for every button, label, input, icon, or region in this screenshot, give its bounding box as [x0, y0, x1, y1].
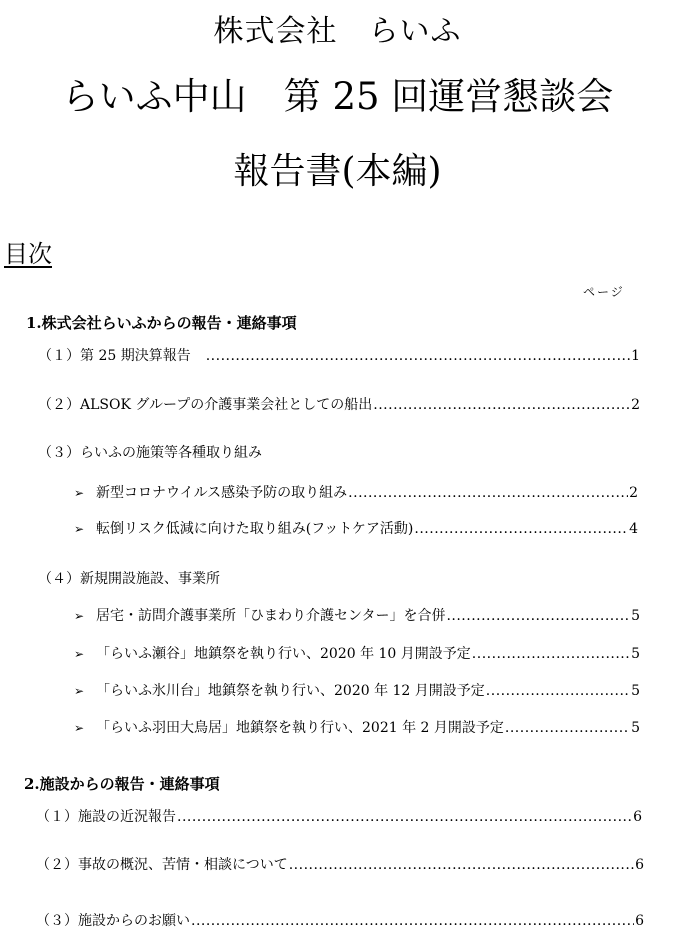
toc-entry-label: 「らいふ羽田大鳥居」地鎮祭を執り行い、2021 年 2 月開設予定 — [96, 720, 504, 736]
toc-entry-label: 居宅・訪問介護事業所「ひまわり介護センター」を合併 — [96, 608, 446, 624]
arrow-bullet-icon: ➢ — [74, 684, 85, 698]
toc-entry[interactable] — [38, 345, 640, 365]
dot-leader — [289, 857, 634, 873]
dot-leader — [191, 913, 634, 929]
toc-entry[interactable] — [38, 394, 640, 414]
document-subtitle: 報告書(本編) — [233, 151, 442, 192]
toc-entry-label: （２）事故の概況、苦情・相談について — [36, 857, 288, 873]
toc-entry-page: 5 — [631, 646, 640, 662]
dot-leader — [177, 809, 632, 825]
toc-entry-label: 「らいふ瀬谷」地鎮祭を執り行い、2020 年 10 月開設予定 — [96, 646, 471, 662]
toc-entry[interactable] — [36, 854, 644, 874]
toc-entry-label: （３）施設からのお願い — [36, 913, 190, 929]
toc-entry[interactable] — [36, 910, 644, 930]
toc-entry-label: 新型コロナウイルス感染予防の取り組み — [96, 485, 348, 501]
toc-entry-label: 「らいふ氷川台」地鎮祭を執り行い、2020 年 12 月開設予定 — [96, 683, 485, 699]
toc-entry-page: 6 — [633, 809, 642, 825]
toc-subentry[interactable] — [74, 717, 640, 737]
toc-group-heading[interactable] — [38, 568, 220, 588]
dot-leader — [472, 646, 630, 662]
arrow-bullet-icon: ➢ — [74, 522, 85, 536]
toc-entry-label: 転倒リスク低減に向けた取り組み(フットケア活動) — [96, 521, 414, 537]
arrow-bullet-icon: ➢ — [74, 721, 85, 735]
toc-entry-page: 1 — [631, 348, 640, 364]
company-name: 株式会社 らいふ — [213, 14, 462, 49]
toc-entry-page: 2 — [631, 397, 640, 413]
arrow-bullet-icon: ➢ — [74, 486, 85, 500]
dot-leader — [446, 608, 630, 624]
toc-entry-page: 6 — [635, 913, 644, 929]
toc-entry-label: （１）第 25 期決算報告 — [38, 348, 205, 364]
arrow-bullet-icon: ➢ — [74, 609, 85, 623]
toc-heading: 目次 — [4, 240, 52, 268]
dot-leader — [373, 397, 630, 413]
toc-entry-label: （１）施設の近況報告 — [36, 809, 176, 825]
toc-entry-page: 5 — [631, 720, 640, 736]
toc-entry-label: （４）新規開設施設、事業所 — [38, 571, 220, 587]
dot-leader — [486, 683, 630, 699]
toc-section-2-title: 2.施設からの報告・連絡事項 — [24, 775, 220, 793]
toc-group-heading[interactable] — [38, 442, 262, 462]
toc-section-1-title: 1.株式会社らいふからの報告・連絡事項 — [26, 314, 297, 332]
page-column-label: ページ — [583, 285, 625, 299]
toc-entry-page: 6 — [635, 857, 644, 873]
toc-entry-label: （２）ALSOK グループの介護事業会社としての船出 — [38, 397, 373, 413]
dot-leader — [348, 485, 628, 501]
dot-leader — [505, 720, 630, 736]
toc-entry-page: 5 — [631, 683, 640, 699]
toc-subentry[interactable] — [74, 680, 640, 700]
toc-subentry[interactable] — [74, 605, 640, 625]
toc-subentry[interactable] — [74, 518, 638, 538]
toc-subentry[interactable] — [74, 482, 638, 502]
toc-entry-page: 5 — [631, 608, 640, 624]
toc-subentry[interactable] — [74, 643, 640, 663]
toc-entry-page: 4 — [629, 521, 638, 537]
toc-entry[interactable] — [36, 806, 642, 826]
dot-leader — [206, 348, 630, 364]
dot-leader — [414, 521, 628, 537]
document-title: らいふ中山 第 25 回運営懇談会 — [61, 75, 614, 118]
arrow-bullet-icon: ➢ — [74, 647, 85, 661]
toc-entry-label: （３）らいふの施策等各種取り組み — [38, 445, 262, 461]
toc-entry-page: 2 — [629, 485, 638, 501]
